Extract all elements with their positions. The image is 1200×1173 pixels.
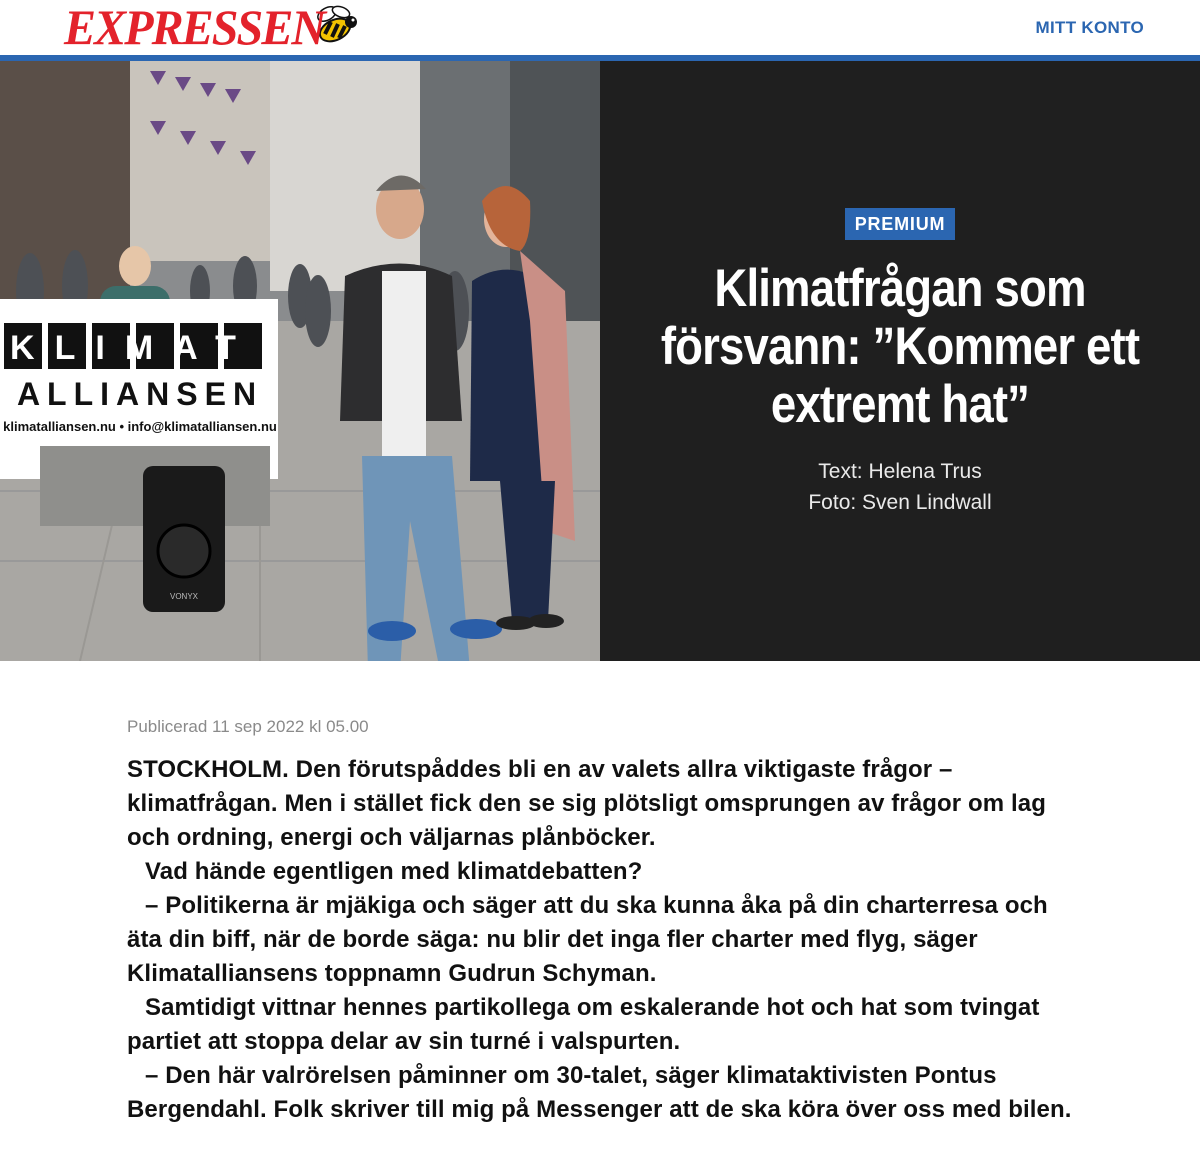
expressen-logo[interactable] [64, 0, 361, 55]
paragraph: STOCKHOLM. Den förutspåddes bli en av valets allra viktigaste frågor – klimatfrågan. Men i stället fick den se sig plötsligt omsprungen av frågor om lag och ordning, energi och väljarnas plånböcker. [127, 756, 1046, 851]
article-headline: Klimatfrågan som försvann: ”Kommer ett extremt hat” [660, 259, 1140, 434]
speaker-brand: VONYX [169, 592, 199, 601]
hero-photo [0, 61, 600, 661]
paragraph: – Den här valrörelsen påminner om 30-talet, säger klimataktivisten Pontus Bergendahl. Folk skriver till mig på Messenger att de ska köra över oss med bilen. [127, 1062, 1072, 1123]
hero-title-panel [600, 61, 1200, 661]
published-date: Publicerad 11 sep 2022 kl 05.00 [127, 717, 369, 736]
banner-text-2: ALLIANSEN [16, 376, 264, 412]
banner-text-3: klimatalliansen.nu • info@klimatalliansen.nu [3, 419, 277, 434]
article-body [0, 661, 1087, 1127]
byline-photo-author: Foto: Sven Lindwall [808, 491, 992, 514]
paragraph: Vad hände egentligen med klimatdebatten? [145, 858, 643, 885]
site-header [0, 0, 1200, 61]
byline [808, 456, 991, 518]
article-lead [127, 753, 1087, 1127]
banner-text-1: KLIMAT [10, 329, 256, 367]
paragraph: – Politikerna är mjäkiga och säger att du ska kunna åka på din charterresa och äta din biff, när de borde säga: nu blir det inga fler charter med flyg, säger Klimatalliansens toppnamn Gudrun Schyman. [127, 892, 1048, 987]
logo-text: EXPRESSEN [64, 0, 325, 55]
premium-badge: PREMIUM [845, 208, 956, 240]
byline-text-author: Text: Helena Trus [818, 460, 982, 483]
my-account-link[interactable]: MITT KONTO [1035, 18, 1144, 37]
article-hero [0, 61, 1200, 661]
paragraph: Samtidigt vittnar hennes partikollega om eskalerande hot och hat som tvingat partiet att stoppa delar av sin turné i valspurten. [127, 994, 1040, 1055]
